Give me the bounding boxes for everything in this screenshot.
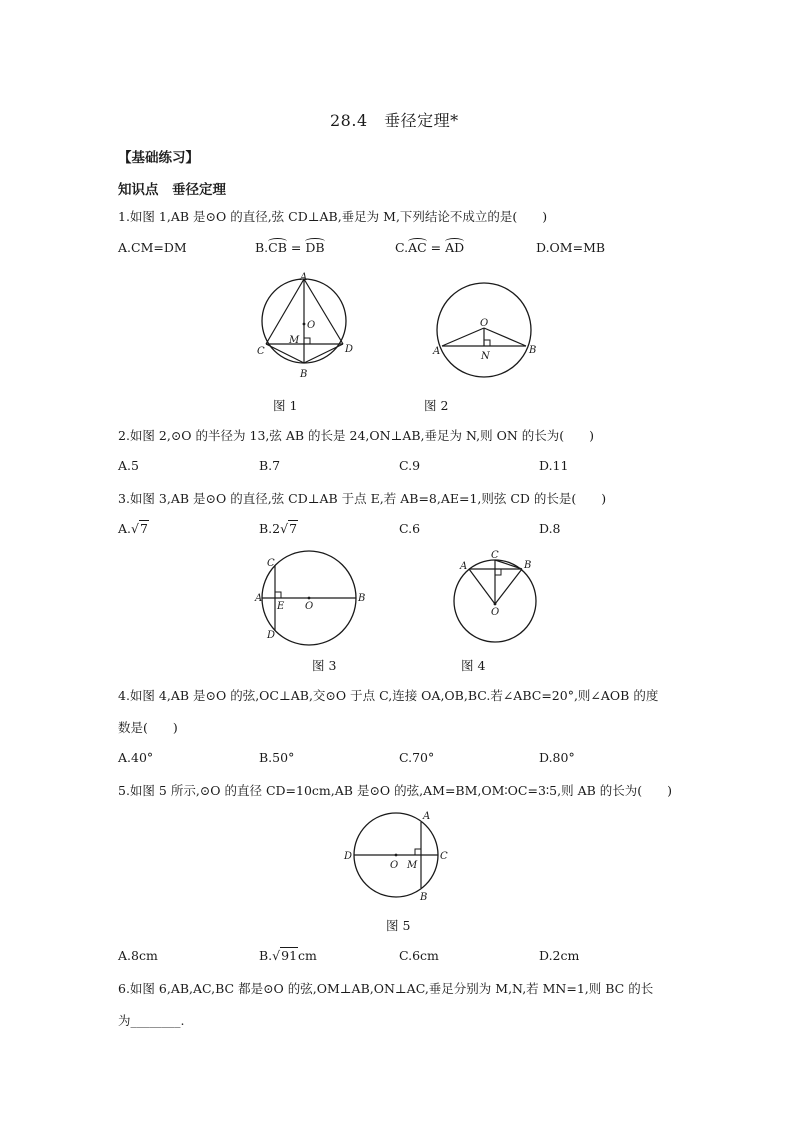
fig1-label-c: C xyxy=(257,346,265,357)
fig2-label-n: N xyxy=(481,351,490,362)
q3-option-c: C.6 xyxy=(399,521,421,536)
page-title: 28.4 垂径定理* xyxy=(330,111,459,130)
figure-3 xyxy=(252,548,372,650)
figure-3-caption: 图 3 xyxy=(312,658,337,673)
arc-db: DB xyxy=(305,240,325,255)
fig1-label-m: M xyxy=(289,335,300,346)
question-3-text: 3.如图 3,AB 是⊙O 的直径,弦 CD⊥AB 于点 E,若 AB=8,AE=1,则弦 CD 的长是( ) xyxy=(118,491,607,506)
fig1-label-o: O xyxy=(307,320,316,331)
figure-1 xyxy=(252,270,362,382)
fig3-label-a: A xyxy=(255,593,263,604)
fig4-label-b: B xyxy=(524,560,532,571)
sqrt-radicand: 7 xyxy=(139,521,148,536)
figure-2 xyxy=(430,280,542,384)
fig3-label-b: B xyxy=(358,593,366,604)
q2-option-c: C.9 xyxy=(399,458,421,473)
sqrt-radicand: 91 xyxy=(281,948,298,963)
question-1-text: 1.如图 1,AB 是⊙O 的直径,弦 CD⊥AB,垂足为 M,下列结论不成立的是( ) xyxy=(118,209,548,224)
q2-option-b: B.7 xyxy=(259,458,281,473)
q3-option-b: B.2√7 xyxy=(259,521,298,536)
fig5-label-a: A xyxy=(423,811,431,822)
question-6-text-line1: 6.如图 6,AB,AC,BC 都是⊙O 的弦,OM⊥AB,ON⊥AC,垂足分别为 M,N,若 MN=1,则 BC 的长 xyxy=(118,981,654,996)
fig1-label-b: B xyxy=(300,369,308,380)
q1-option-c: C.AC = AD xyxy=(395,240,465,255)
question-4-text-line1: 4.如图 4,AB 是⊙O 的弦,OC⊥AB,交⊙O 于点 C,连接 OA,OB,BC.若∠ABC=20°,则∠AOB 的度 xyxy=(118,688,659,703)
q5-option-c: C.6cm xyxy=(399,948,439,963)
fig3-label-o: O xyxy=(305,601,314,612)
q4-option-c: C.70° xyxy=(399,750,435,765)
fig1-label-a: A xyxy=(300,272,308,283)
arc-ac: AC xyxy=(408,240,427,255)
fig3-label-c: C xyxy=(267,558,275,569)
arc-ad: AD xyxy=(445,240,465,255)
q4-option-d: D.80° xyxy=(539,750,575,765)
fig5-label-m: M xyxy=(407,860,418,871)
arc-cb: CB xyxy=(268,240,287,255)
q3-option-d: D.8 xyxy=(539,521,561,536)
figure-2-caption: 图 2 xyxy=(424,398,449,413)
figure-4-caption: 图 4 xyxy=(461,658,486,673)
question-2-text: 2.如图 2,⊙O 的半径为 13,弦 AB 的长是 24,ON⊥AB,垂足为 N,则 ON 的长为( ) xyxy=(118,428,594,443)
fig4-label-a: A xyxy=(460,561,468,572)
q3-option-a: A.√7 xyxy=(118,521,148,536)
q5-option-b: B.√91cm xyxy=(259,948,317,963)
q5-option-d: D.2cm xyxy=(539,948,580,963)
fig5-label-c: C xyxy=(440,851,448,862)
q2-option-a: A.5 xyxy=(118,458,139,473)
section-heading: 【基础练习】 xyxy=(118,150,199,166)
fig1-label-d: D xyxy=(345,344,354,355)
fig5-label-o: O xyxy=(390,860,399,871)
fig3-label-e: E xyxy=(277,601,285,612)
figure-4 xyxy=(450,548,550,650)
q4-option-a: A.40° xyxy=(118,750,154,765)
question-5-text: 5.如图 5 所示,⊙O 的直径 CD=10cm,AB 是⊙O 的弦,AM=BM,OM∶OC=3∶5,则 AB 的长为( ) xyxy=(118,783,673,798)
q1-option-b: B.CB = DB xyxy=(255,240,325,255)
figure-5 xyxy=(342,808,460,908)
fig5-label-d: D xyxy=(344,851,353,862)
knowledge-point-heading: 知识点 垂径定理 xyxy=(118,182,226,198)
question-6-text-line2: 为________. xyxy=(118,1013,185,1028)
fig4-label-o: O xyxy=(491,607,500,618)
q2-option-d: D.11 xyxy=(539,458,569,473)
q1-option-a: A.CM=DM xyxy=(118,240,187,255)
fig5-label-b: B xyxy=(420,892,428,903)
fig2-label-b: B xyxy=(529,345,537,356)
fig2-label-a: A xyxy=(433,346,441,357)
fig2-label-o: O xyxy=(480,318,489,329)
fig4-label-c: C xyxy=(491,550,499,561)
figure-1-caption: 图 1 xyxy=(273,398,298,413)
question-4-text-line2: 数是( ) xyxy=(118,720,178,735)
q1-option-d: D.OM=MB xyxy=(536,240,606,255)
sqrt-radicand: 7 xyxy=(289,521,298,536)
q5-option-a: A.8cm xyxy=(118,948,158,963)
q4-option-b: B.50° xyxy=(259,750,295,765)
fig3-label-d: D xyxy=(267,630,276,641)
figure-5-caption: 图 5 xyxy=(386,918,411,933)
